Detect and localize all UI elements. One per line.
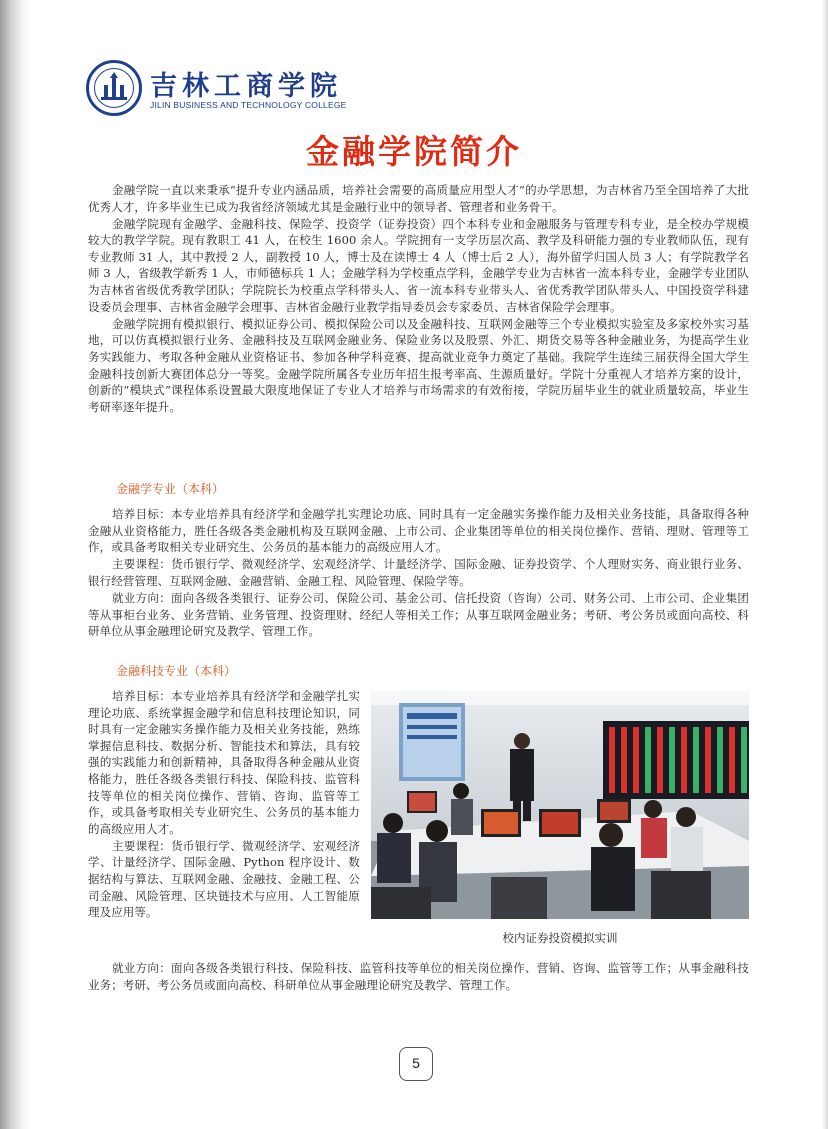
section-heading-fintech: 金融科技专业（本科） (116, 664, 237, 678)
page-title: 金融学院简介 (306, 132, 522, 171)
intro-section (88, 182, 749, 416)
college-name-cn: 吉林工商学院 (150, 71, 342, 102)
college-name-en: JILIN BUSINESS AND TECHNOLOGY COLLEGE (150, 100, 347, 110)
trading-lab-photo (371, 691, 749, 919)
fintech-courses: 主要课程：货币银行学、微观经济学、宏观经济学、计量经济学、国际金融、Python 程序设计、数据结构与算法、互联网金融、金融技、金融工程、公司金融、风险管理、区块链技术与应用、人工智能原理及应用等。 (88, 838, 360, 920)
photo-caption: 校内证券投资模拟实训 (502, 931, 618, 945)
college-seal-icon (86, 60, 142, 116)
fintech-careers-block (88, 960, 749, 994)
college-logo (86, 60, 346, 120)
page-number: 5 (399, 1047, 433, 1081)
intro-paragraph: 金融学院一直以来秉承“提升专业内涵品质，培养社会需要的高质量应用型人才”的办学思想，为吉林省乃至全国培养了大批优秀人才，许多毕业生已成为我省经济领域尤其是金融行业中的领导者、管理者和业务骨干。 (88, 183, 749, 214)
section-heading-finance: 金融学专业（本科） (116, 482, 225, 496)
intro-paragraph: 金融学院拥有模拟银行、模拟证券公司、模拟保险公司以及金融科技、互联网金融等三个专业模拟实验室及多家校外实习基地，可以仿真模拟银行业务、金融科技及互联网金融业务、保险业务以及股票、外汇、期货交易等各种金融业务，为提高学生业务实践能力、考取各种金融从业资格证书、参加各种学科竞赛、提高就业竞争力奠定了基础。我院学生连续三届获得全国大学生金融科技创新大赛团体总分一等奖。金融学院所属各专业历年招生报考率高、生源质量好。学院十分重视人才培养方案的设计，创新的“模块式”课程体系设置最大限度地保证了专业人才培养与市场需求的有效衔接，学院历届毕业生的就业质量较高，毕业生考研率逐年提升。 (88, 316, 749, 414)
finance-major-section (88, 506, 749, 640)
fintech-goals: 培养目标：本专业培养具有经济学和金融学扎实理论功底、系统掌握金融学和信息科技理论知识，同时具有一定金融实务操作能力及相关业务技能，熟练掌握信息科技、数据分析、智能技术和算法，具有较强的实践能力和创新精神，具备取得各种金融从业资格能力，胜任各级各类银行科技、保险科技、监管科技等单位的相关岗位操作、营销、咨询、监管等工作，或具备考取相关专业研究生、公务员的基本能力的高级应用人才。 (88, 689, 360, 836)
finance-courses: 主要课程：货币银行学、微观经济学、宏观经济学、计量经济学、国际金融、证券投资学、个人理财实务、商业银行业务、银行经营管理、互联网金融、金融营销、金融工程、风险管理、保险学等。 (88, 557, 749, 588)
finance-goals: 培养目标：本专业培养具有经济学和金融学扎实理论功底、同时具有一定金融实务操作能力及相关业务技能，具备取得各种金融从业资格能力，胜任各级各类金融机构及互联网金融、上市公司、企业集团等单位的相关岗位操作、营销、理财、管理等工作，或具备考取相关专业研究生、公务员的基本能力的高级应用人才。 (88, 507, 749, 555)
finance-careers: 就业方向：面向各级各类银行、证券公司、保险公司、基金公司、信托投资（咨询）公司、财务公司、上市公司、企业集团等从事柜台业务、业务营销、业务管理、投资理财、经纪人等相关工作；从事互联网金融业务；考研、考公务员或面向高校、科研单位从事金融理论研究及教学、管理工作。 (88, 590, 749, 639)
fintech-major-left-column (88, 688, 360, 921)
intro-paragraph: 金融学院现有金融学、金融科技、保险学、投资学（证券投资）四个本科专业和金融服务与管理专科专业，是全校办学规模较大的教学学院。现有教职工 41 人，在校生 1600 余人。学院拥有一支学历层次高、教学及科研能力强的专业教师队伍，现有专业教师 31 人，其中教授 2 人，副教授 10 人，博士及在读博士 4 人（博士后 2 人），海外留学归国人员 3 人；有学院教学名师 3 人，省级教学新秀 1 人，市师德标兵 1 人；金融学科为学校重点学科，金融学专业为吉林省一流本科专业，金融学专业团队为吉林省省级优秀教学团队；学院院长为校重点学科带头人、省一流本科专业带头人、省优秀教学团队带头人、中国投资学科建设委员会理事、吉林省金融学会理事、吉林省金融行业教学指导委员会专家委员、吉林省保险学会理事。 (88, 216, 749, 314)
fintech-careers: 就业方向：面向各级各类银行科技、保险科技、监管科技等单位的相关岗位操作、营销、咨询、监管等工作；从事金融科技业务；考研、考公务员或面向高校、科研单位从事金融理论研究及教学、管理工作。 (88, 961, 749, 992)
